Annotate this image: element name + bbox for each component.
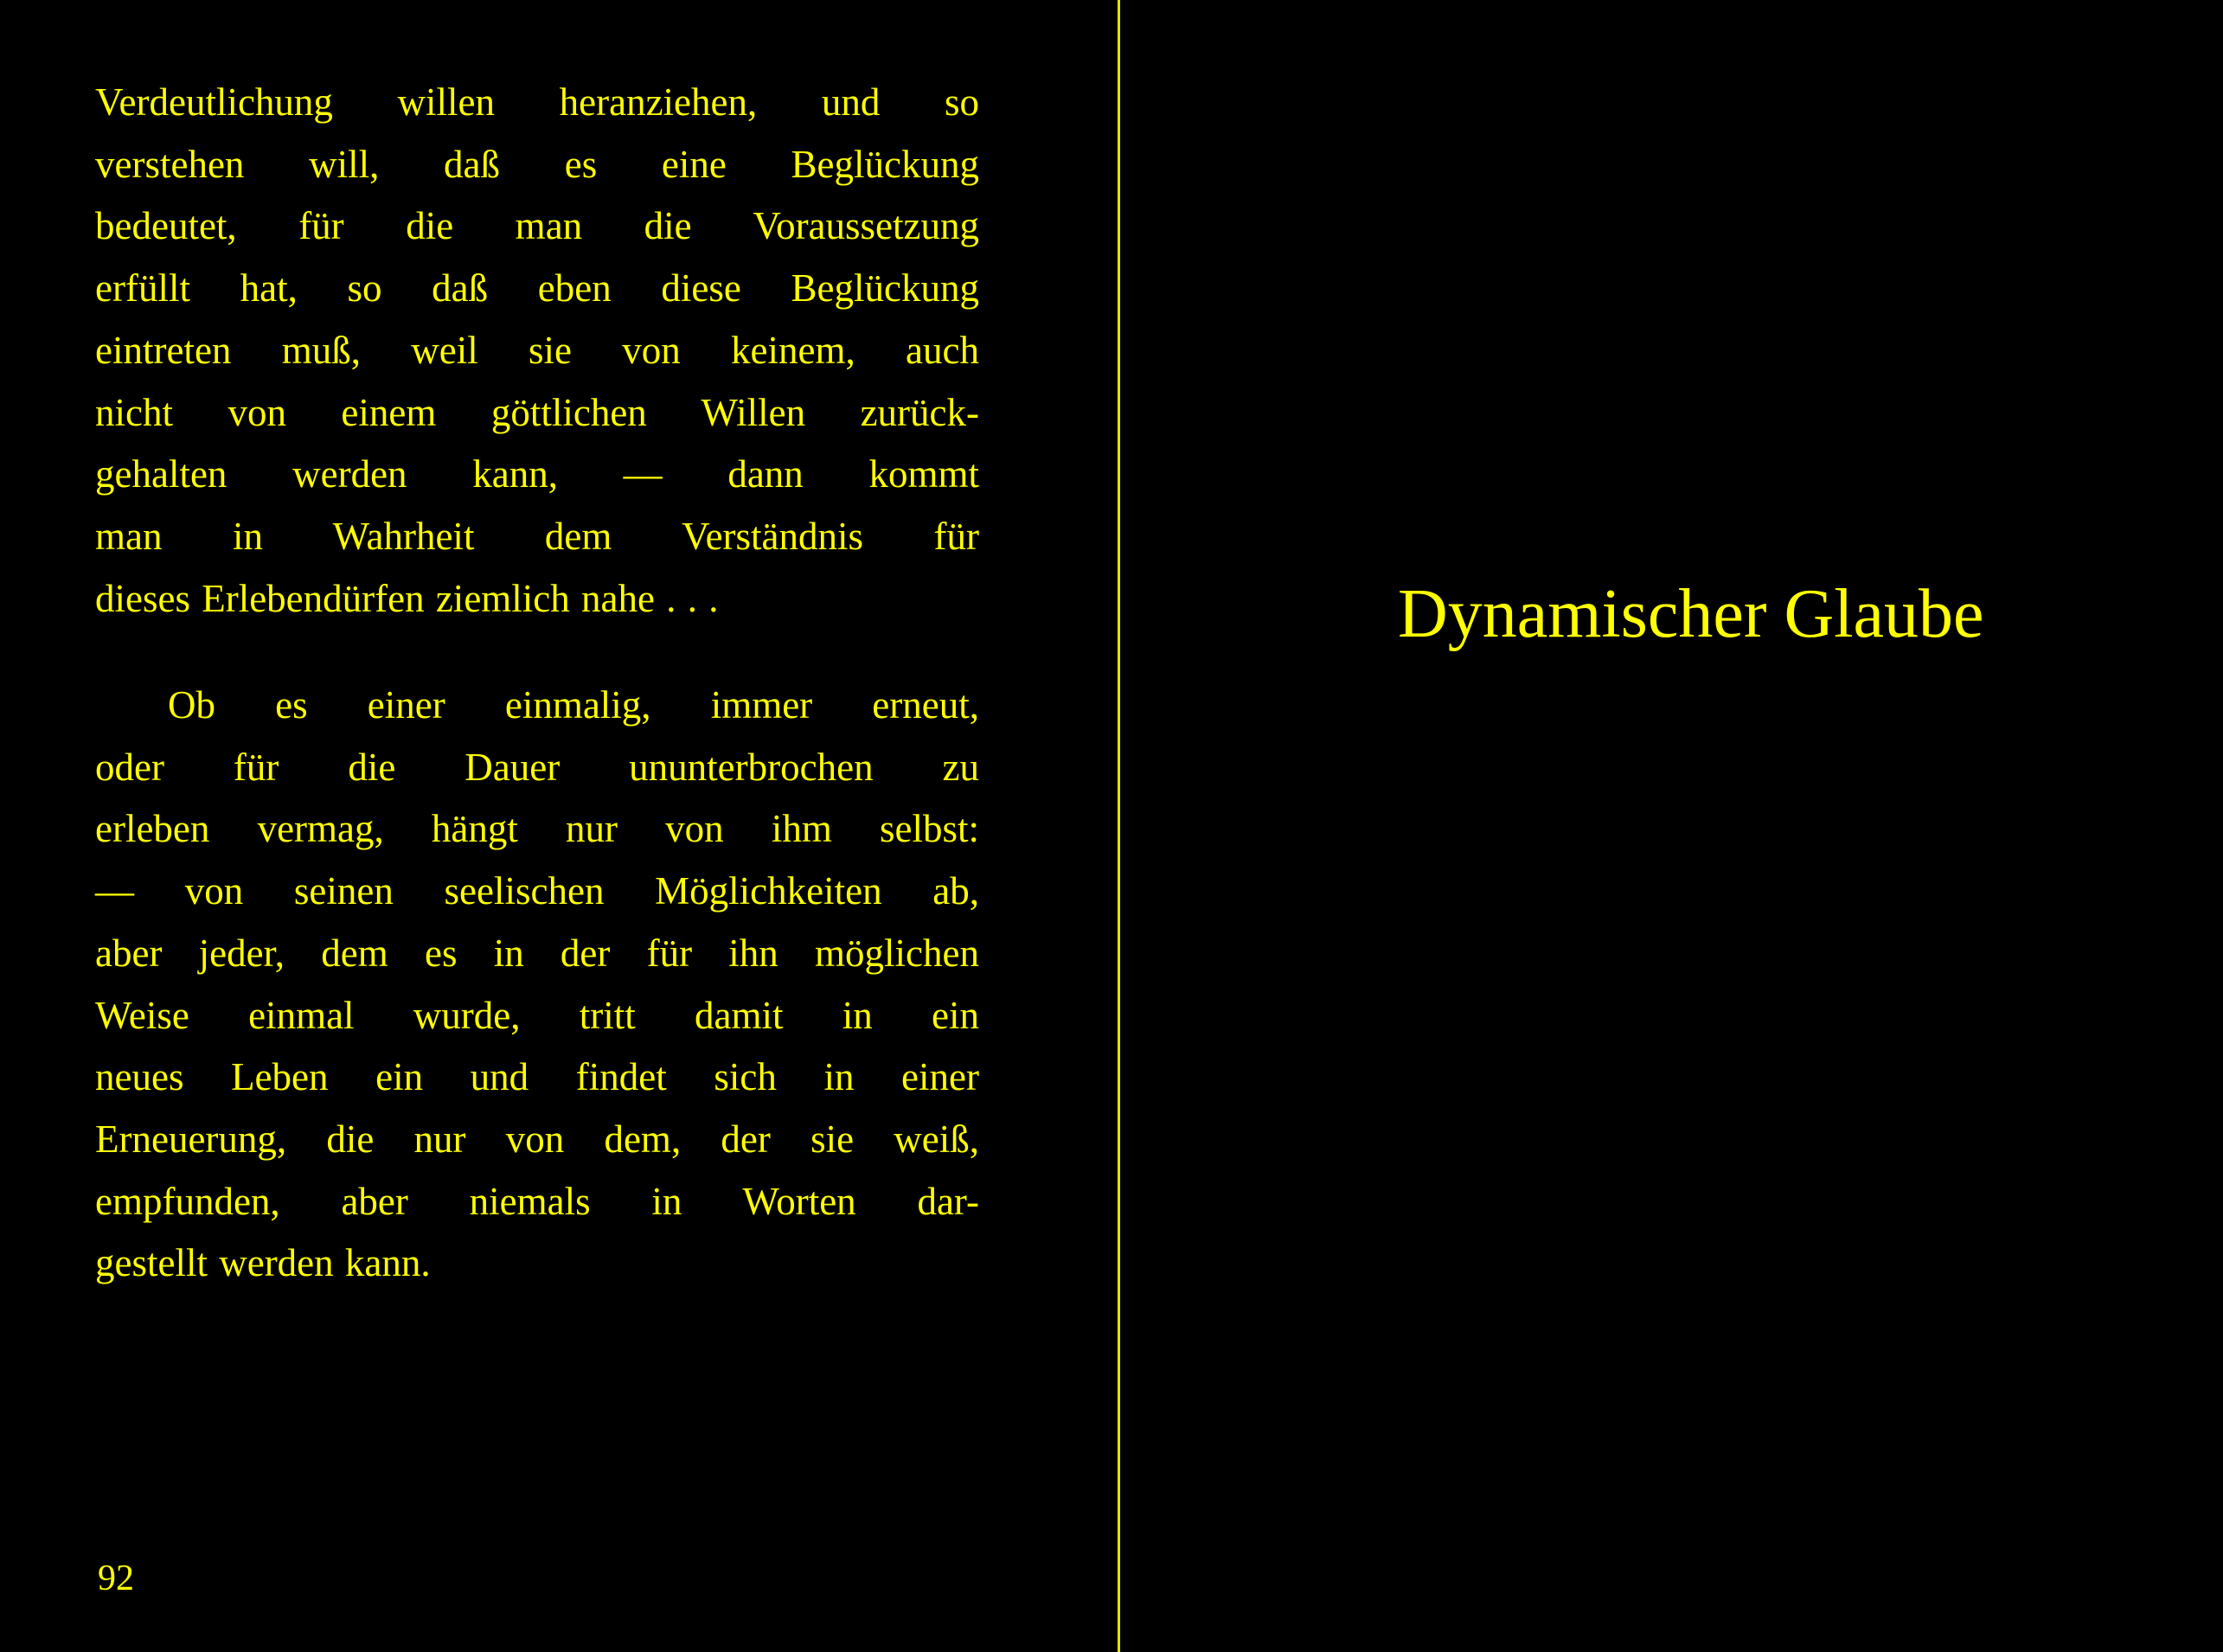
text-line: erleben vermag, hängt nur von ihm selbst:	[95, 807, 979, 851]
text-line: Weise einmal wurde, tritt damit in ein	[95, 993, 979, 1037]
text-line: bedeutet, für die man die Voraussetzung	[95, 204, 979, 248]
text-line: aber jeder, dem es in der für ihn möglichen	[95, 931, 979, 975]
text-line: neues Leben ein und findet sich in einer	[95, 1055, 979, 1099]
text-line: nicht von einem göttlichen Willen zurück-	[95, 390, 979, 434]
text-line: Verdeutlichung willen heranziehen, und so	[95, 80, 979, 124]
page-gutter-divider	[1118, 0, 1120, 1652]
text-line: gestellt werden kann.	[95, 1241, 431, 1285]
text-line: eintreten muß, weil sie von keinem, auch	[95, 328, 979, 372]
text-line: man in Wahrheit dem Verständnis für	[95, 514, 979, 558]
text-line: — von seinen seelischen Möglichkeiten ab,	[95, 869, 979, 913]
text-line: erfüllt hat, so daß eben diese Beglückung	[95, 266, 979, 311]
text-line: Erneuerung, die nur von dem, der sie weiß,	[95, 1117, 979, 1161]
paragraph-2	[95, 675, 979, 1295]
paragraph-1	[95, 72, 979, 630]
text-line: verstehen will, daß es eine Beglückung	[95, 142, 979, 186]
text-line: gehalten werden kann, — dann kommt	[95, 452, 979, 496]
text-line: oder für die Dauer ununterbrochen zu	[95, 745, 979, 789]
chapter-title: Dynamischer Glaube	[1398, 576, 1984, 652]
text-line: empfunden, aber niemals in Worten dar-	[95, 1179, 979, 1223]
text-line: dieses Erlebendürfen ziemlich nahe . . .	[95, 576, 719, 620]
right-page	[1121, 0, 2223, 1652]
page-number: 92	[98, 1559, 134, 1598]
text-line: Ob es einer einmalig, immer erneut,	[168, 683, 979, 727]
